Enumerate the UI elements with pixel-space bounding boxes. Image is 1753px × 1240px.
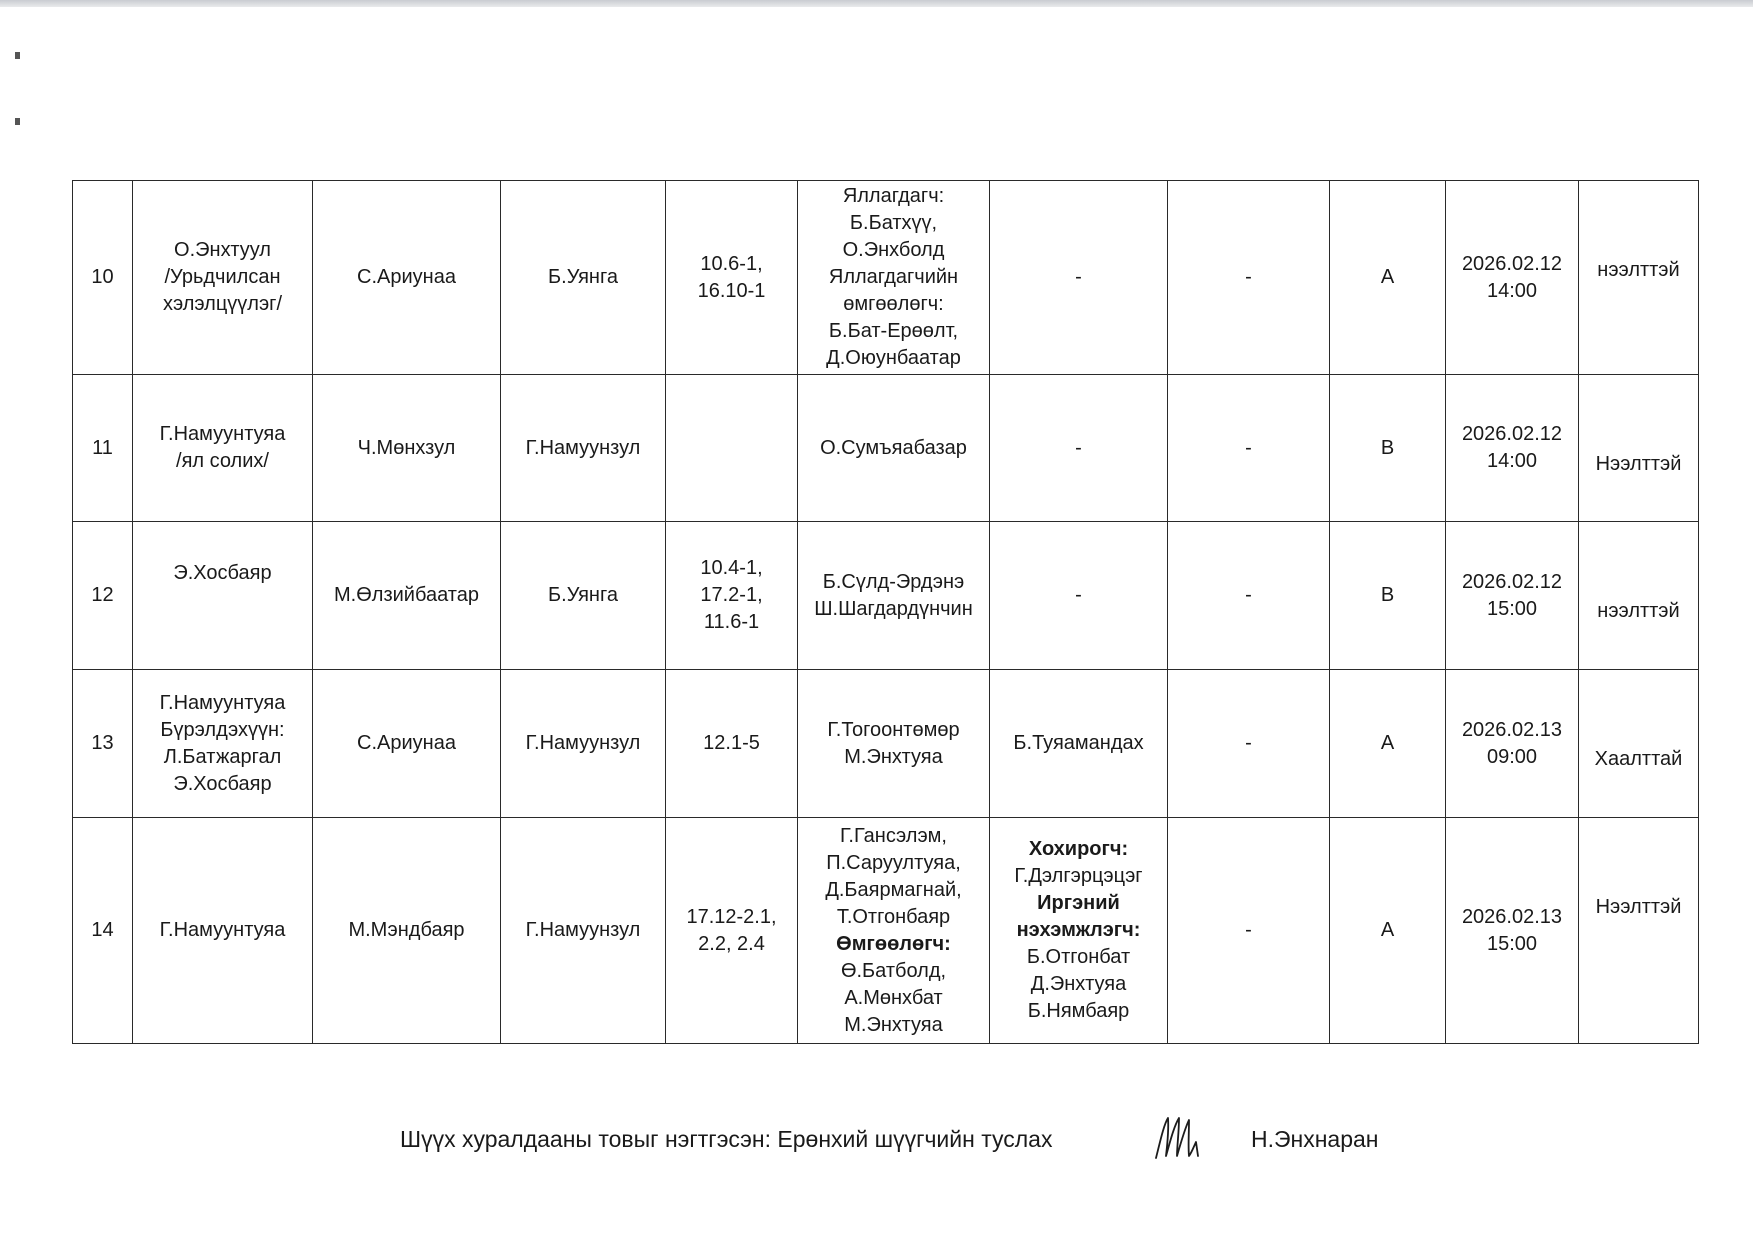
row-number: 13 (73, 670, 133, 818)
parties-cell (798, 818, 990, 1044)
cell-line: Б.Батхүү, (849, 212, 938, 234)
hearing-date: 2026.02.12 (1461, 252, 1563, 275)
datetime-cell (1446, 522, 1579, 670)
dash-cell: - (1168, 670, 1330, 818)
cell-line: өмгөөлөгч: (843, 293, 944, 315)
cell-line: Иргэний (1037, 892, 1120, 914)
articles-cell (666, 670, 798, 818)
room-cell: B (1330, 375, 1446, 522)
scan-speck (15, 52, 20, 59)
cell-line: 10.6-1, (700, 252, 763, 275)
row-number: 12 (73, 522, 133, 670)
judge-cell: М.Мэндбаяр (313, 818, 501, 1044)
articles-cell (666, 375, 798, 522)
cell-line: 16.10-1 (697, 279, 766, 302)
secretary-cell: Г.Намуунзул (501, 375, 666, 522)
datetime-cell (1446, 181, 1579, 375)
defendant-cell (133, 818, 313, 1044)
cell-line: М.Энхтуяа (844, 745, 943, 768)
judge-cell: С.Ариунаа (313, 670, 501, 818)
scan-speck (15, 118, 20, 125)
cell-line: Г.Гансэлэм, (840, 824, 947, 847)
footer-compiled-by: Шүүх хуралдааны товыг нэгтгэсэн: Ерөнхий шүүгчийн туслах (400, 1126, 1053, 1152)
articles-cell (666, 522, 798, 670)
status-cell: нээлттэй (1579, 181, 1699, 375)
dash-cell: - (1168, 522, 1330, 670)
parties-cell (798, 181, 990, 375)
hearing-date: 2026.02.12 (1461, 423, 1563, 445)
cell-line: 12.1-5 (703, 732, 760, 754)
parties-cell (798, 375, 990, 522)
defendant-cell (133, 375, 313, 522)
cell-line: О.Энхболд (842, 239, 945, 261)
cell-line: хэлэлцүүлэг/ (162, 293, 283, 315)
defendant-cell (133, 522, 313, 670)
room-cell: A (1330, 181, 1446, 375)
secretary-cell: Г.Намуунзул (501, 670, 666, 818)
cell-line: - (1075, 436, 1082, 459)
victims-cell (990, 818, 1168, 1044)
cell-line: Т.Отгонбаяр (836, 905, 951, 928)
cell-line: Г.Намуунтуяа (159, 423, 286, 445)
cell-line: Э.Хосбаяр (173, 562, 272, 584)
articles-cell (666, 181, 798, 375)
datetime-cell (1446, 670, 1579, 818)
table-row (73, 522, 1699, 670)
cell-line: Ш.Шагдардүнчин (814, 597, 973, 620)
schedule-table (72, 180, 1699, 1044)
cell-line: /ял солих/ (176, 450, 269, 472)
row-number: 14 (73, 818, 133, 1044)
cell-line: 10.4-1, (700, 557, 763, 579)
cell-line: - (1075, 266, 1082, 288)
cell-line: - (1075, 584, 1082, 606)
scan-top-edge (0, 0, 1753, 7)
table-row (73, 670, 1699, 818)
secretary-cell: Б.Уянга (501, 181, 666, 375)
dash-cell: - (1168, 818, 1330, 1044)
cell-line: Б.Бат-Ерөөлт, (828, 320, 959, 342)
row-number: 10 (73, 181, 133, 375)
schedule-body (73, 181, 1699, 1044)
room-cell: B (1330, 522, 1446, 670)
cell-line: Д.Оюунбаатар (826, 347, 961, 369)
hearing-time: 14:00 (1486, 279, 1538, 302)
cell-line: Г.Дэлгэрцэцэг (1014, 865, 1143, 887)
cell-line: Яллагдагчийн (828, 266, 959, 288)
dash-cell: - (1168, 375, 1330, 522)
victims-cell (990, 522, 1168, 670)
cell-line: О.Энхтуул (174, 239, 271, 261)
judge-cell: М.Өлзийбаатар (313, 522, 501, 670)
cell-line: Б.Отгонбат (1026, 946, 1131, 968)
table-row (73, 375, 1699, 522)
cell-line: А.Мөнхбат (844, 986, 943, 1009)
table-row (73, 181, 1699, 375)
cell-line: Л.Батжаргал (163, 745, 282, 768)
cell-line: Б.Туяамандах (1013, 732, 1144, 754)
cell-line: П.Саруултуяа, (826, 851, 961, 874)
hearing-time: 09:00 (1486, 745, 1538, 768)
cell-line: 2.2, 2.4 (698, 932, 765, 955)
cell-line: Г.Тогоонтөмөр (827, 718, 960, 741)
victims-cell (990, 375, 1168, 522)
cell-line: Б.Сүлд-Эрдэнэ (822, 570, 965, 593)
room-cell: A (1330, 670, 1446, 818)
hearing-date: 2026.02.12 (1461, 570, 1563, 593)
hearing-time: 15:00 (1486, 932, 1538, 955)
cell-line: 11.6-1 (703, 611, 760, 633)
articles-cell (666, 818, 798, 1044)
hearing-date: 2026.02.13 (1461, 905, 1563, 928)
cell-line: Д.Энхтуяа (1030, 973, 1127, 995)
cell-line: Г.Намуунтуяа (159, 919, 286, 941)
secretary-cell: Б.Уянга (501, 522, 666, 670)
cell-line: Г.Намуунтуяа (159, 691, 286, 714)
parties-cell (798, 670, 990, 818)
victims-cell (990, 181, 1168, 375)
signer-name: Н.Энхнаран (1251, 1126, 1379, 1152)
cell-line: Э.Хосбаяр (173, 772, 272, 795)
secretary-cell: Г.Намуунзул (501, 818, 666, 1044)
table-row (73, 818, 1699, 1044)
judge-cell: Ч.Мөнхзул (313, 375, 501, 522)
cell-line: Өмгөөлөгч: (836, 932, 951, 955)
room-cell: A (1330, 818, 1446, 1044)
hearing-time: 15:00 (1486, 597, 1538, 620)
cell-line: /Урьдчилсан (164, 266, 281, 288)
cell-line: 17.2-1, (700, 584, 763, 606)
cell-line: О.Сумъяабазар (820, 436, 967, 459)
datetime-cell (1446, 818, 1579, 1044)
status-cell: Хаалттай (1579, 670, 1699, 818)
cell-line: нэхэмжлэгч: (1016, 919, 1141, 941)
cell-line: Ө.Батболд, (840, 959, 947, 982)
cell-line: М.Энхтуяа (844, 1013, 943, 1036)
judge-cell: С.Ариунаа (313, 181, 501, 375)
status-cell: нээлттэй (1579, 522, 1699, 670)
hearing-time: 14:00 (1486, 450, 1538, 472)
cell-line: 17.12-2.1, (686, 905, 777, 928)
defendant-cell (133, 670, 313, 818)
cell-line: Бүрэлдэхүүн: (160, 718, 285, 741)
status-cell: Нээлттэй (1579, 375, 1699, 522)
parties-cell (798, 522, 990, 670)
cell-line: Д.Баярмагнай, (825, 878, 962, 901)
hearing-date: 2026.02.13 (1461, 718, 1563, 741)
cell-line: Яллагдагч: (842, 185, 945, 207)
row-number: 11 (73, 375, 133, 522)
signature-mark (1152, 1112, 1212, 1162)
cell-line: Б.Нямбаяр (1027, 1000, 1130, 1022)
status-cell: Нээлттэй (1579, 818, 1699, 1044)
victims-cell (990, 670, 1168, 818)
cell-line: Хохирогч: (1028, 838, 1129, 860)
defendant-cell (133, 181, 313, 375)
datetime-cell (1446, 375, 1579, 522)
dash-cell: - (1168, 181, 1330, 375)
